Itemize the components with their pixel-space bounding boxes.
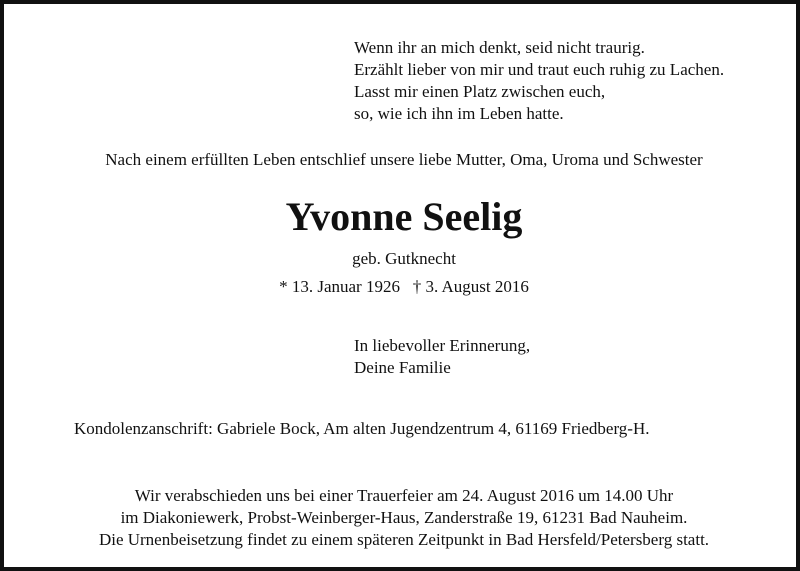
closing-line: Deine Familie [354, 358, 451, 377]
poem-line: Wenn ihr an mich denkt, seid nicht traurig. [354, 38, 645, 57]
poem-line: so, wie ich ihn im Leben hatte. [354, 104, 564, 123]
deceased-name: Yvonne Seelig [285, 194, 523, 239]
intro-text: Nach einem erfüllten Leben entschlief unsere liebe Mutter, Oma, Uroma und Schwester [105, 150, 703, 169]
poem-line: Erzählt lieber von mir und traut euch ruhig zu Lachen. [354, 60, 725, 79]
poem [354, 37, 724, 125]
closing-line: In liebevoller Erinnerung, [354, 336, 531, 355]
funeral-line: Die Urnenbeisetzung findet zu einem späteren Zeitpunkt in Bad Hersfeld/Petersberg statt. [98, 530, 710, 549]
funeral-info [4, 485, 800, 551]
condolence-address: Kondolenzanschrift: Gabriele Bock, Am alten Jugendzentrum 4, 61169 Friedberg-H. [74, 419, 650, 438]
poem-line: Lasst mir einen Platz zwischen euch, [354, 82, 606, 101]
life-dates: * 13. Januar 1926 † 3. August 2016 [279, 277, 529, 296]
funeral-line: Wir verabschieden uns bei einer Trauerfeier am 24. August 2016 um 14.00 Uhr [134, 486, 674, 505]
funeral-line: im Diakoniewerk, Probst-Weinberger-Haus, Zanderstraße 19, 61231 Bad Nauheim. [120, 508, 688, 527]
closing [354, 335, 530, 379]
maiden-name: geb. Gutknecht [352, 249, 456, 268]
